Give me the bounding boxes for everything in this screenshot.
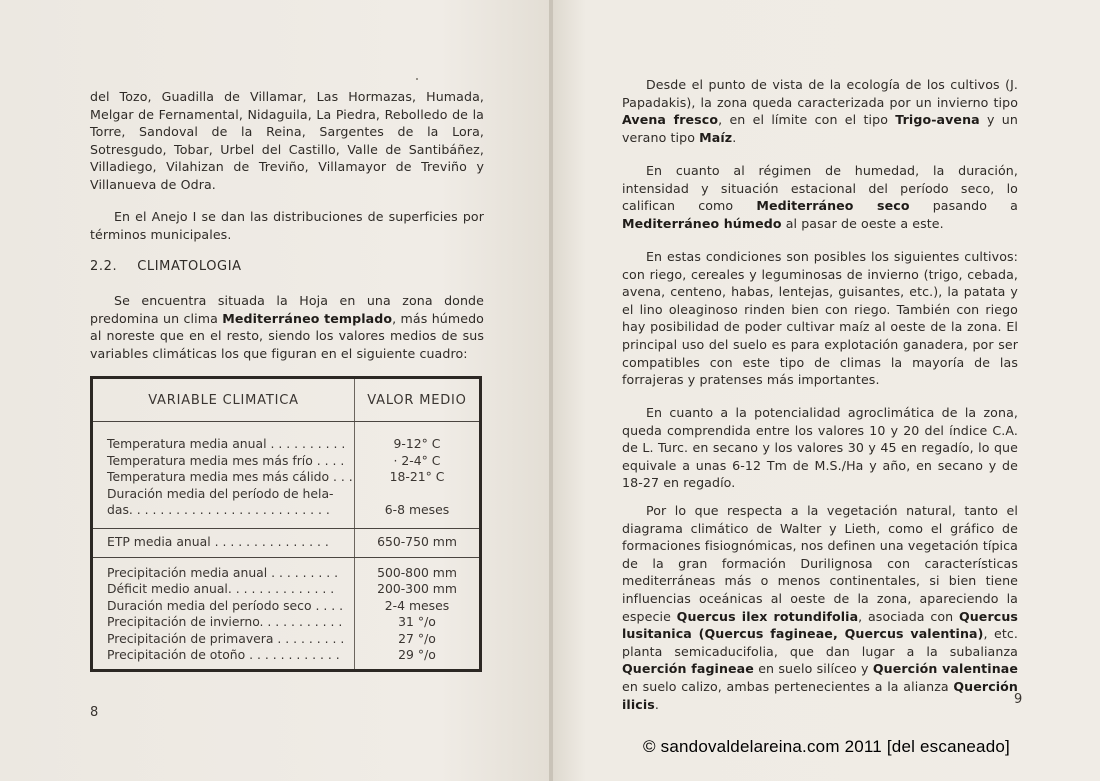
right-paragraph-2	[622, 162, 1018, 232]
text-run: pasando a	[909, 198, 1018, 214]
table-row-label: Déficit medio anual. . . . . . . . . . . . . .	[107, 581, 335, 597]
table-row-value: 9-12° C	[393, 436, 441, 451]
page-number-right: 9	[1014, 692, 1023, 707]
text-run: .	[732, 129, 737, 145]
speck	[416, 78, 418, 80]
agroclimatic-text: En cuanto a la potencialidad agroclimática de la zona, queda comprendida entre los valores 10 y 20 del índice C.A. de L. Turc. en secano y los valores 30 y 45 en regadío, lo que equivale a unas 6-12 Tm de M.S./Ha y año, en secano y de 18-27 en regadío.	[622, 405, 1018, 491]
bold-term: Mediterráneo húmedo	[622, 215, 782, 231]
ecology-text	[622, 76, 1018, 146]
bold-term: Mediterráneo templado	[222, 310, 393, 326]
crops-text: En estas condiciones son posibles los siguientes cultivos: con riego, cereales y leguminosas de invierno (trigo, cebada, avena, centeno, habas, lentejas, guisantes, etc.), la patata y el lino oleaginoso rinden bien con riego. También con riego hay posibilidad de poder cultivar maíz al oeste de la zona. El principal uso del suelo es para explotación ganadera, por ser compatibles con este tipo de climas la mayoría de las forrajeras y pratenses más importantes.	[622, 249, 1018, 388]
table-group-3-values	[355, 557, 481, 670]
table-row-value: 31 °/o	[398, 614, 436, 630]
bold-term: Querción valentinae	[872, 661, 1018, 677]
section-number: 2.2.	[90, 259, 118, 274]
table-row-label: Precipitación de primavera . . . . . . . . .	[107, 630, 345, 646]
page-number-left: 8	[90, 705, 99, 720]
climate-table	[90, 376, 482, 672]
text-run: al pasar de oeste a este.	[781, 215, 944, 231]
bold-term: Trigo-avena	[895, 112, 980, 128]
text-run: , asociada con	[858, 608, 959, 624]
section-heading	[90, 259, 262, 274]
section-title: CLIMATOLOGIA	[137, 259, 242, 274]
vegetation-text	[622, 502, 1018, 713]
bold-term: Avena fresco	[622, 112, 719, 128]
table-row-label: Precipitación de otoño . . . . . . . . . . . .	[107, 647, 340, 663]
text-run: y un verano tipo	[622, 112, 1018, 145]
text-run: En cuanto al régimen de humedad, la duración, intensidad y situación estacional del período seco, lo califican como	[622, 163, 1018, 214]
climate-intro-text	[90, 292, 484, 362]
table-row-value: 29 °/o	[398, 647, 436, 663]
left-paragraph-2	[90, 208, 484, 243]
humidity-text	[622, 162, 1018, 232]
table-row-label: das. . . . . . . . . . . . . . . . . . . . . . . . . .	[107, 502, 330, 517]
table-row-label: Precipitación media anual . . . . . . . . .	[107, 564, 339, 580]
table-row-label: Temperatura media mes más frío . . . .	[107, 452, 345, 468]
table-row-label: Duración media del período seco . . . .	[107, 597, 344, 613]
text-run: Se encuentra situada la Hoja en una zona donde predomina un clima	[90, 293, 484, 326]
table-row-label: ETP media anual . . . . . . . . . . . . . . .	[107, 533, 329, 549]
copyright-watermark: © sandovaldelareina.com 2011 [del escaneado]	[643, 737, 1010, 756]
table-row-label: Temperatura media mes más cálido . . .	[107, 469, 353, 484]
bold-term: Quercus lusitanica (Quercus fagineae, Quercus valentina)	[622, 608, 1018, 642]
table-group-2-labels	[92, 528, 355, 557]
bold-term: Maíz	[699, 129, 733, 145]
table-row-label: Temperatura media anual . . . . . . . . . .	[107, 436, 346, 451]
table-row-value: 650-750 mm	[377, 533, 457, 549]
text-run: , en el límite con el tipo	[718, 112, 896, 128]
text-run: Por lo que respecta a la vegetación natural, tanto el diagrama climático de Walter y Lieth, como el gráfico de formaciones fisiognómicas, nos definen una vegetación típica de la gran formación Durilignosa con características mediterráneas más o menos continentales, si bien tiene influencias oceánicas al oeste de la zona, apareciendo la especie	[622, 503, 1018, 624]
text-run: Desde el punto de vista de la ecología de los cultivos (J. Papadakis), la zona queda caracterizada por un invierno tipo	[622, 77, 1018, 110]
left-paragraph-1	[90, 88, 484, 194]
right-paragraph-1	[622, 76, 1018, 146]
text-run: .	[654, 696, 659, 712]
table-group-3-labels	[92, 557, 355, 670]
table-row-value: · 2-4° C	[393, 452, 441, 468]
table-row-value: 200-300 mm	[377, 581, 457, 597]
table-group-1-labels	[92, 422, 355, 529]
table-group-1-values	[355, 422, 481, 529]
municipalities-text: del Tozo, Guadilla de Villamar, Las Hormazas, Humada, Melgar de Fernamental, Nidaguila, La Piedra, Rebolledo de la Torre, Sandoval de la Reina, Sargentes de la Lora, Sotresgudo, Tobar, Urbel del Castillo, Valle de Santibáñez, Villadiego, Vilahizan de Treviño, Villamayor de Treviño y Villanueva de Odra.	[90, 89, 484, 192]
text-run: , más húmedo al noreste que en el resto, siendo los valores medios de sus variables climáticas los que figuran en el siguiente cuadro:	[90, 310, 484, 361]
table-row-label: Duración media del período de hela-	[107, 485, 334, 501]
right-paragraph-3	[622, 248, 1018, 389]
table-row-value: 2-4 meses	[384, 597, 450, 613]
bold-term: Querción ilicis	[622, 678, 1018, 712]
header-value: VALOR MEDIO	[355, 378, 481, 422]
anejo-text: En el Anejo I se dan las distribuciones de superficies por términos municipales.	[90, 209, 484, 242]
table-group-2-values	[355, 528, 481, 557]
bold-term: Querción fagineae	[622, 661, 754, 677]
text-run: en suelo calizo, ambas pertenecientes a la alianza	[622, 678, 954, 694]
table-row-value: 6-8 meses	[384, 502, 450, 517]
left-paragraph-3	[90, 292, 484, 362]
right-paragraph-5	[622, 502, 1018, 713]
table-row-label: Precipitación de invierno. . . . . . . . . . .	[107, 614, 343, 630]
right-paragraph-4	[622, 404, 1018, 492]
header-variable: VARIABLE CLIMATICA	[92, 378, 355, 422]
table-row-value: 27 °/o	[398, 630, 436, 646]
bold-term: Mediterráneo seco	[756, 198, 910, 214]
bold-term: Quercus ilex rotundifolia	[676, 608, 859, 624]
table-row-value: 18-21° C	[389, 469, 445, 484]
text-run: , etc. planta semicaducifolia, que dan lugar a la subalianza	[622, 626, 1018, 659]
text-run: en suelo silíceo y	[753, 661, 873, 677]
table-row-value: 500-800 mm	[377, 564, 457, 580]
table-row-value	[355, 486, 479, 503]
